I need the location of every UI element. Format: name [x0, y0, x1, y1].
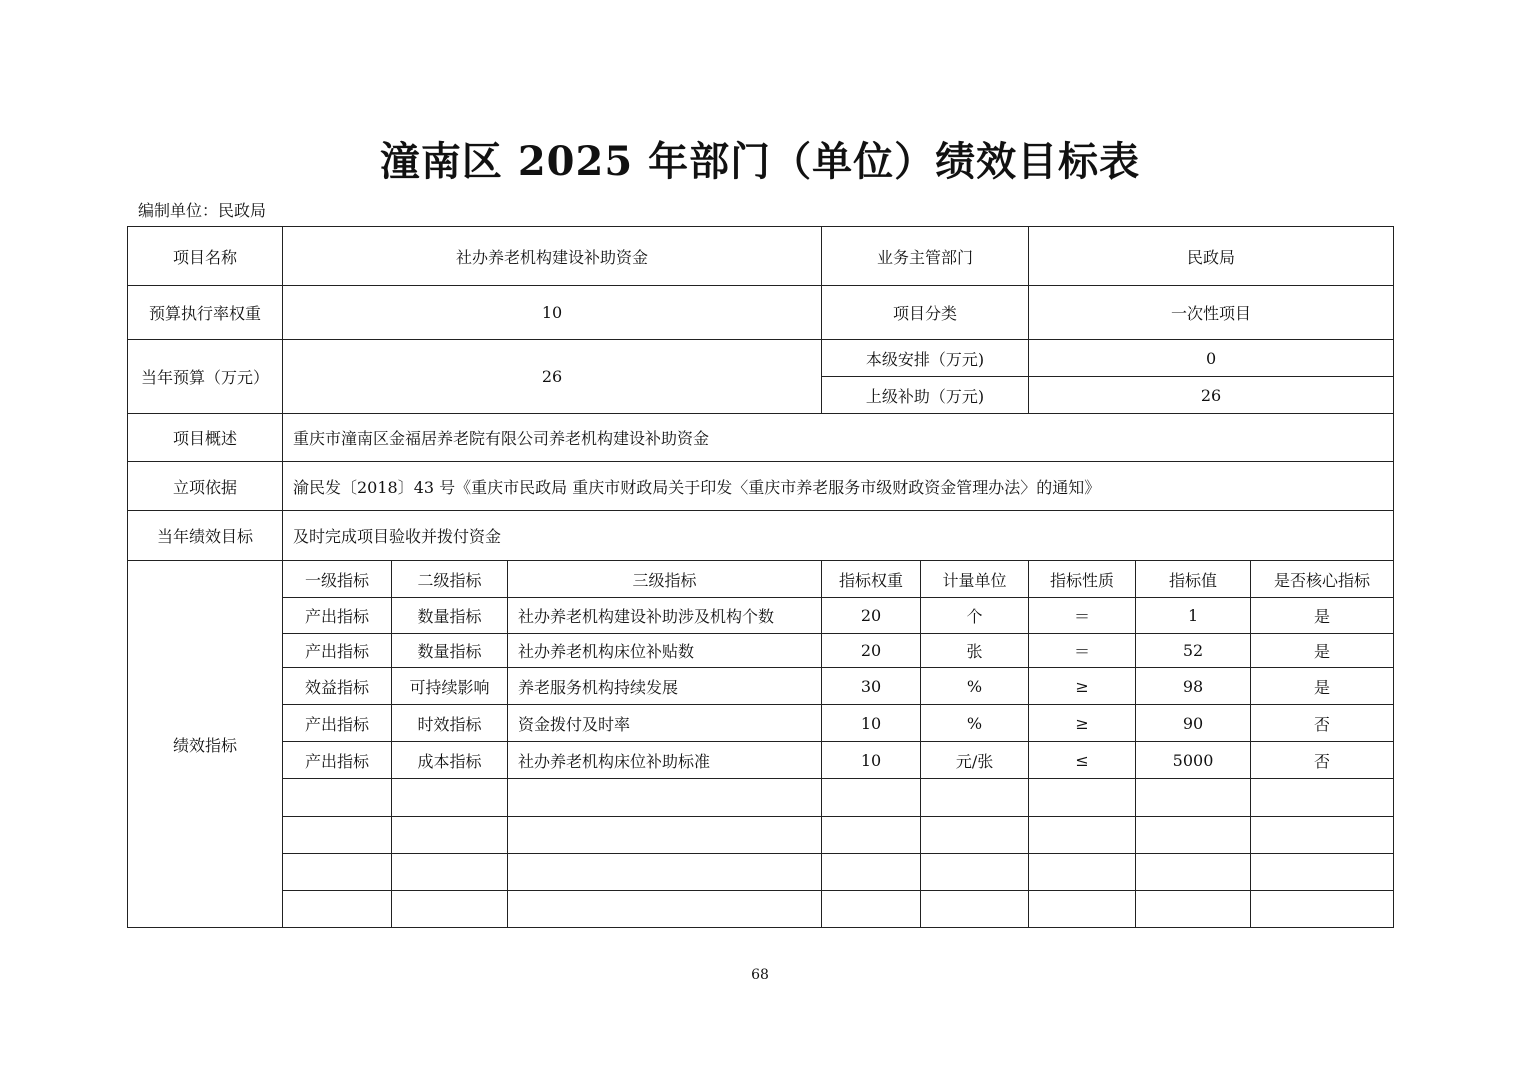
core-cell: 是 [1251, 634, 1394, 668]
table-row [128, 668, 1394, 705]
level1-cell: 产出指标 [283, 634, 392, 668]
table-row [128, 742, 1394, 779]
basis-value: 渝民发〔2018〕43 号《重庆市民政局 重庆市财政局关于印发〈重庆市养老服务市级财政资金管理办法〉的通知》 [283, 462, 1394, 511]
nature-cell: ≤ [1029, 742, 1136, 779]
weight-cell: 30 [822, 668, 921, 705]
local-value: 0 [1029, 340, 1394, 377]
level2-cell: 可持续影响 [392, 668, 508, 705]
empty-row [128, 854, 1394, 891]
level2-cell: 时效指标 [392, 705, 508, 742]
unit-cell: % [921, 668, 1029, 705]
level1-cell: 产出指标 [283, 742, 392, 779]
level1-cell: 产出指标 [283, 705, 392, 742]
basis-label: 立项依据 [128, 462, 283, 511]
upper-label: 上级补助（万元) [822, 377, 1029, 414]
weight-cell: 20 [822, 598, 921, 634]
table-row [128, 634, 1394, 668]
category-label: 项目分类 [822, 286, 1029, 340]
compiling-unit: 编制单位：民政局 [138, 201, 267, 220]
empty-row [128, 891, 1394, 928]
nature-cell: ＝ [1029, 634, 1136, 668]
level3-cell: 社办养老机构床位补助标准 [508, 742, 822, 779]
header-level2: 二级指标 [392, 561, 508, 598]
goal-value: 及时完成项目验收并拨付资金 [283, 511, 1394, 561]
weight-cell: 10 [822, 742, 921, 779]
nature-cell: ＝ [1029, 598, 1136, 634]
category-value: 一次性项目 [1029, 286, 1394, 340]
table-row [128, 598, 1394, 634]
table-row [128, 705, 1394, 742]
value-cell: 90 [1136, 705, 1251, 742]
row-budget-local [128, 340, 1394, 377]
level1-cell: 效益指标 [283, 668, 392, 705]
weight-label: 预算执行率权重 [128, 286, 283, 340]
header-nature: 指标性质 [1029, 561, 1136, 598]
value-cell: 5000 [1136, 742, 1251, 779]
indicator-header-row [128, 561, 1394, 598]
page-title: 潼南区 2025 年部门（单位）绩效目标表 [379, 138, 1141, 185]
nature-cell: ≥ [1029, 668, 1136, 705]
project-name-value: 社办养老机构建设补助资金 [283, 227, 822, 286]
dept-value: 民政局 [1029, 227, 1394, 286]
overview-label: 项目概述 [128, 414, 283, 462]
level3-cell: 社办养老机构建设补助涉及机构个数 [508, 598, 822, 634]
budget-value: 26 [283, 340, 822, 414]
budget-label: 当年预算（万元） [128, 340, 283, 414]
performance-target-table [127, 226, 1394, 928]
dept-label: 业务主管部门 [822, 227, 1029, 286]
header-level3: 三级指标 [508, 561, 822, 598]
unit-cell: 元/张 [921, 742, 1029, 779]
value-cell: 52 [1136, 634, 1251, 668]
unit-cell: % [921, 705, 1029, 742]
row-project-name [128, 227, 1394, 286]
core-cell: 是 [1251, 598, 1394, 634]
upper-value: 26 [1029, 377, 1394, 414]
header-core: 是否核心指标 [1251, 561, 1394, 598]
header-unit: 计量单位 [921, 561, 1029, 598]
unit-cell: 张 [921, 634, 1029, 668]
local-label: 本级安排（万元) [822, 340, 1029, 377]
core-cell: 否 [1251, 705, 1394, 742]
goal-label: 当年绩效目标 [128, 511, 283, 561]
level3-cell: 养老服务机构持续发展 [508, 668, 822, 705]
weight-cell: 20 [822, 634, 921, 668]
level1-cell: 产出指标 [283, 598, 392, 634]
row-goal [128, 511, 1394, 561]
core-cell: 否 [1251, 742, 1394, 779]
level2-cell: 成本指标 [392, 742, 508, 779]
level3-cell: 社办养老机构床位补贴数 [508, 634, 822, 668]
weight-cell: 10 [822, 705, 921, 742]
project-name-label: 项目名称 [128, 227, 283, 286]
empty-row [128, 779, 1394, 817]
header-value: 指标值 [1136, 561, 1251, 598]
row-budget-weight [128, 286, 1394, 340]
nature-cell: ≥ [1029, 705, 1136, 742]
value-cell: 1 [1136, 598, 1251, 634]
empty-row [128, 817, 1394, 854]
unit-cell: 个 [921, 598, 1029, 634]
header-weight: 指标权重 [822, 561, 921, 598]
weight-value: 10 [283, 286, 822, 340]
page-number: 68 [751, 967, 769, 983]
value-cell: 98 [1136, 668, 1251, 705]
overview-value: 重庆市潼南区金福居养老院有限公司养老机构建设补助资金 [283, 414, 1394, 462]
row-basis [128, 462, 1394, 511]
level3-cell: 资金拨付及时率 [508, 705, 822, 742]
level2-cell: 数量指标 [392, 634, 508, 668]
indicators-section-label: 绩效指标 [128, 561, 283, 928]
level2-cell: 数量指标 [392, 598, 508, 634]
row-overview [128, 414, 1394, 462]
core-cell: 是 [1251, 668, 1394, 705]
header-level1: 一级指标 [283, 561, 392, 598]
